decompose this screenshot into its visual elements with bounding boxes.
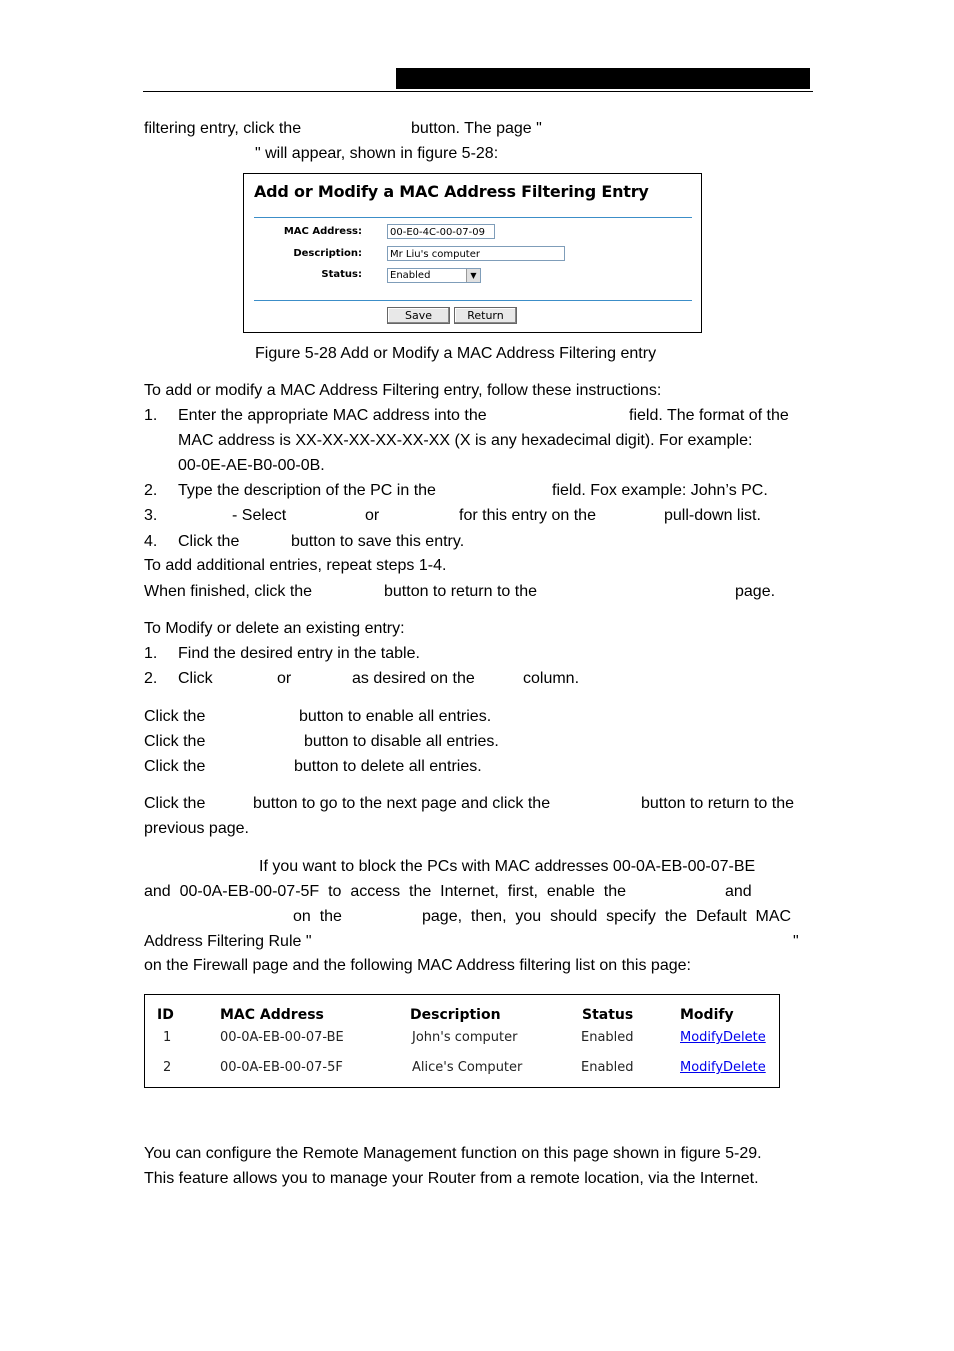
- table-header-mac: MAC Address: [220, 1007, 324, 1023]
- step1-text-b: field. The format of the: [629, 407, 789, 424]
- row-modify-link[interactable]: Modify: [680, 1030, 724, 1045]
- table-header-status: Status: [582, 1007, 634, 1023]
- example-line1: If you want to block the PCs with MAC addresses 00-0A-EB-00-07-BE: [259, 858, 756, 875]
- status-label: Status:: [321, 269, 362, 280]
- page-header-bar: [396, 68, 810, 89]
- mac-address-input[interactable]: 00-E0-4C-00-07-09: [387, 224, 495, 239]
- para1-text-b: button. The page ": [411, 120, 542, 137]
- row-id: 2: [163, 1060, 172, 1075]
- modify-step2-number: 2.: [144, 670, 158, 687]
- step3-text-a: - Select: [232, 507, 287, 524]
- step4-text-a: Click the: [178, 533, 240, 550]
- description-input[interactable]: Mr Liu's computer: [387, 246, 565, 261]
- paging-text-b: button to go to the next page and click the: [253, 795, 551, 812]
- step1-text-a: Enter the appropriate MAC address into the: [178, 407, 487, 424]
- example-line3-b: page, then, you should specify the Default MAC: [422, 908, 792, 925]
- step1-text-c: MAC address is XX-XX-XX-XX-XX-XX (X is any hexadecimal digit). For example:: [178, 432, 753, 449]
- para1-text-c: " will appear, shown in figure 5-28:: [255, 145, 499, 162]
- finish-text-c: page.: [735, 583, 776, 600]
- paging-text-d: previous page.: [144, 820, 249, 837]
- figure-divider-top: [254, 217, 692, 218]
- step1-number: 1.: [144, 407, 158, 424]
- step3-text-b: or: [365, 507, 380, 524]
- table-header-modify: Modify: [680, 1007, 734, 1023]
- disable-all-text-b: button to disable all entries.: [304, 733, 499, 750]
- example-line3-a: on the: [293, 908, 342, 925]
- enable-all-text-a: Click the: [144, 708, 206, 725]
- figure-caption: Figure 5-28 Add or Modify a MAC Address Filtering entry: [255, 345, 657, 362]
- modify-step2-text-b: or: [277, 670, 292, 687]
- modify-step2-text-a: Click: [178, 670, 213, 687]
- row-status: Enabled: [581, 1030, 634, 1045]
- row-delete-link[interactable]: Delete: [723, 1030, 766, 1045]
- disable-all-text-a: Click the: [144, 733, 206, 750]
- chevron-down-icon: ▼: [466, 269, 480, 282]
- remote-line2: This feature allows you to manage your Router from a remote location, via the Internet.: [144, 1170, 759, 1187]
- repeat-text: To add additional entries, repeat steps 1-4.: [144, 557, 447, 574]
- step2-text-b: field. Fox example: John’s PC.: [552, 482, 768, 499]
- paging-text-c: button to return to the: [641, 795, 794, 812]
- step2-text-a: Type the description of the PC in the: [178, 482, 436, 499]
- modify-step1-text: Find the desired entry in the table.: [178, 645, 420, 662]
- remote-line1: You can configure the Remote Management function on this page shown in figure 5-29.: [144, 1145, 762, 1162]
- row-mac: 00-0A-EB-00-07-5F: [220, 1060, 343, 1075]
- step3-text-c: for this entry on the: [459, 507, 596, 524]
- mac-address-label: MAC Address:: [283, 226, 362, 237]
- finish-text-a: When finished, click the: [144, 583, 313, 600]
- delete-all-text-b: button to delete all entries.: [294, 758, 482, 775]
- para1-text-a: filtering entry, click the: [144, 120, 302, 137]
- return-button[interactable]: Return: [454, 307, 517, 324]
- modify-step2-text-d: column.: [523, 670, 580, 687]
- row-mac: 00-0A-EB-00-07-BE: [220, 1030, 344, 1045]
- mac-filter-entry-figure: [243, 173, 702, 333]
- delete-all-text-a: Click the: [144, 758, 206, 775]
- row-delete-link[interactable]: Delete: [723, 1060, 766, 1075]
- modify-intro: To Modify or delete an existing entry:: [144, 620, 405, 637]
- example-line5: on the Firewall page and the following MAC Address filtering list on this page:: [144, 957, 691, 974]
- page-header-rule: [143, 91, 813, 92]
- step3-text-d: pull-down list.: [664, 507, 761, 524]
- status-select-value: Enabled: [390, 270, 431, 281]
- step4-text-b: button to save this entry.: [291, 533, 465, 550]
- table-header-description: Description: [410, 1007, 501, 1023]
- example-line2-b: and: [725, 883, 752, 900]
- figure-divider-bottom: [254, 300, 692, 301]
- step2-number: 2.: [144, 482, 158, 499]
- table-header-id: ID: [157, 1007, 174, 1023]
- example-line4-a: Address Filtering Rule ": [144, 933, 312, 950]
- row-description: John's computer: [412, 1030, 518, 1045]
- step1-text-d: 00-0E-AE-B0-00-0B.: [178, 457, 325, 474]
- paging-text-a: Click the: [144, 795, 206, 812]
- enable-all-text-b: button to enable all entries.: [299, 708, 492, 725]
- row-modify-link[interactable]: Modify: [680, 1060, 724, 1075]
- row-id: 1: [163, 1030, 172, 1045]
- step3-number: 3.: [144, 507, 158, 524]
- step4-number: 4.: [144, 533, 158, 550]
- instructions-intro: To add or modify a MAC Address Filtering entry, follow these instructions:: [144, 382, 662, 399]
- modify-step1-number: 1.: [144, 645, 158, 662]
- finish-text-b: button to return to the: [384, 583, 537, 600]
- description-label: Description:: [293, 248, 362, 259]
- row-description: Alice's Computer: [412, 1060, 523, 1075]
- status-select[interactable]: [387, 268, 481, 283]
- row-status: Enabled: [581, 1060, 634, 1075]
- example-line2-a: and 00-0A-EB-00-07-5F to access the Internet, first, enable the: [144, 883, 627, 900]
- save-button[interactable]: Save: [387, 307, 450, 324]
- mac-filter-list-table: [144, 994, 780, 1088]
- modify-step2-text-c: as desired on the: [352, 670, 475, 687]
- example-line4-b: ": [793, 933, 799, 950]
- figure-title: Add or Modify a MAC Address Filtering Entry: [254, 182, 649, 201]
